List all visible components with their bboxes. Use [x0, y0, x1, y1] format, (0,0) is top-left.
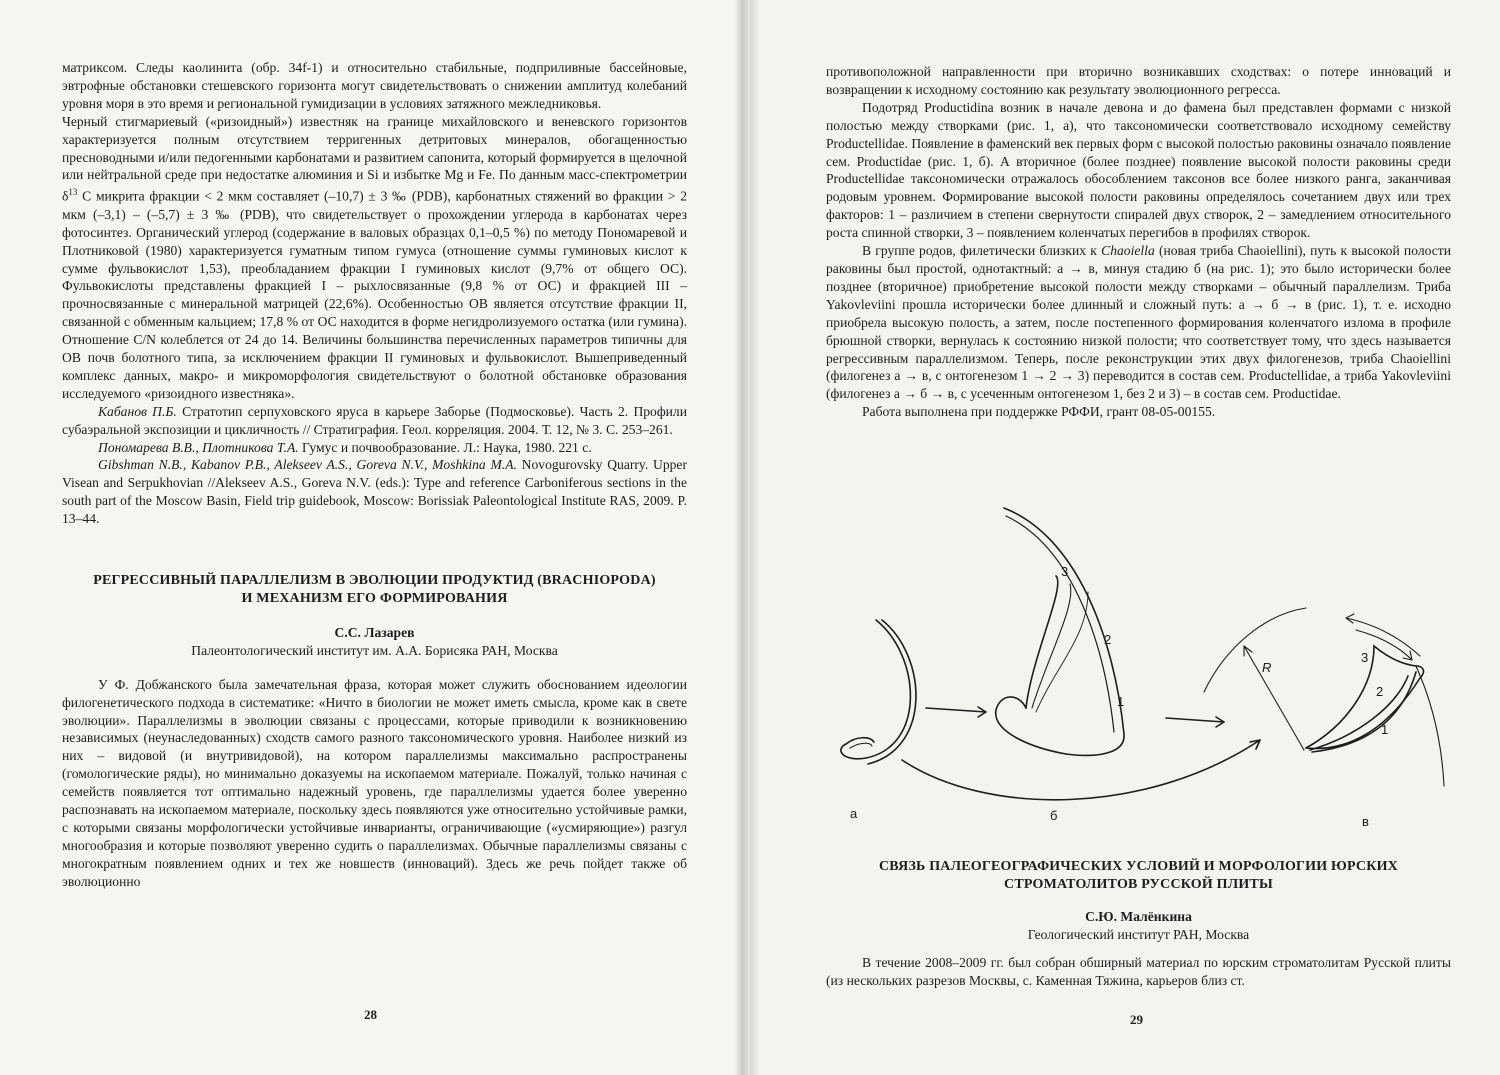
paragraph-1: противоположной направленности при вторично возникавших сходствах: о потере инноваций и возвращении к исходному состоянию как результату эволюционного регресса. [826, 64, 1451, 97]
reference-1 [62, 403, 687, 439]
profile-c-stage-2-label: 2 [1376, 684, 1384, 699]
radius-arc [1204, 608, 1306, 692]
shell-profile-a-dorsal [846, 738, 874, 744]
article-title-line1: РЕГРЕССИВНЫЙ ПАРАЛЛЕЛИЗМ В ЭВОЛЮЦИИ ПРОДУКТИД (BRACHIOPODA) [93, 573, 656, 589]
paragraph-text: В группе родов, филетически близких к [862, 243, 1102, 259]
shell-profile-b-dorsal [1026, 576, 1058, 708]
paragraph-text-cont: (новая триба Chaoiellini), путь к высокой полости раковины был простой, однотактный: а → в, минуя стадию б (на рис. 1); это было исторически более позднее (вторичное) приобретение высокой полости между створками – обычный параллелизм. Триба Yakovleviini прошла исторически более длинный и сложный путь: а → б → в (рис. 1), т. е. исходно приобрела высокую полость, а затем, после постепенного формирования коленчатого излома в профиле брюшной створки, вернулась к состоянию низкой полости; что соответствует тому, что здесь называется регрессивным параллелизмом. Теперь, после реконструкции этих двух филогенезов, триба Chaoiellini (филогенез а → в, с онтогенезом 1 → 2 → 3) переводится в состав сем. Productellidae, а триба Yakovleviini (филогенез а → б → в, с усеченным онтогенезом 1, без 2 и 3) – в состав сем. Productidae. [826, 243, 1451, 402]
paragraph-rhizoid-limestone [62, 113, 687, 403]
shell-profile-b-dorsal-inner [1032, 584, 1071, 708]
paragraph-text: Черный стигмариевый («ризоидный») известняк на границе михайловского и веневского горизонтов характеризуется полным отсутствием терригенных детритовых минералов, обогащенностью пресноводными и/или педогенными карбонатами и развитием сапонита, который формируется в щелочной или нейтральной среде при недостатке алюминия и Si и избытке Mg и Fe. По данным масс-спектрометрии δ [62, 113, 687, 204]
shell-profile-b-ventral [996, 697, 1066, 754]
article2-title-line2: СТРОМАТОЛИТОВ РУССКОЙ ПЛИТЫ [1004, 876, 1273, 892]
article-title-line2: И МЕХАНИЗМ ЕГО ФОРМИРОВАНИЯ [241, 591, 508, 606]
article-body: У Ф. Добжанского была замечательная фраза, которая может служить обоснованием идеологии филогенетического подхода в систематике: «Ничто в биологии не может иметь смысла, кроме как в свете эволюции». Параллелизмы в эволюции связаны с процессами, которые приводили к возникновению независимых (неунаследованных) сходств самого разного таксономического уровня. Наиболее низкий из них – видовой (и внутривидовой), на котором параллелизмы максимально распространены (гомологические ряды), но минимально доказуемы на ископаемом материале. Пожалуй, только начиная с семейств появляется тот оптимально надежный уровень, где параллелизмы удается более уверенно распознавать на ископаемом материале, поскольку здесь появляются уже относительно устойчивые рамки, с которыми связаны морфологически устойчивые инварианты, ограничивающие («усмиряющие») разгул многообразия и которые позволяют уверенно судить о параллелизмах. Обычные параллелизмы связаны с многократным появлением одних и тех же новшеств (инноваций). Здесь же речь пойдет также об эволюционно [62, 676, 687, 889]
arrow-b-to-c [1166, 718, 1224, 722]
article2-institute: Геологический институт РАН, Москва [1027, 926, 1250, 942]
profile-stage-3-label: 3 [1061, 564, 1069, 579]
radius-label: R [1262, 660, 1272, 675]
second-article [826, 858, 1451, 989]
grant-note: Работа выполнена при поддержке РФФИ, грант 08-05-00155. [862, 404, 1216, 420]
profile-c-stage-3-label: 3 [1361, 650, 1369, 665]
shell-profile-b-inner [1006, 516, 1114, 732]
profile-stage-1-label: 1 [1117, 694, 1125, 709]
reference-authors: Кабанов П.Б. [98, 403, 177, 419]
reference-text: Стратотип серпуховского яруса в карьере Заборье (Подмосковье). Часть 2. Профили субаэральной экспозиции и цикличность // Стратиграфия. Геол. корреляция. 2004. Т. 12, № 3. С. 253–261. [62, 403, 687, 437]
book-spine-shadow-right [750, 0, 760, 1075]
paragraph-text-cont: С микрита фракции < 2 мкм составляет (–10,7) ± 3 ‰ (PDB), карбонатных стяжений во фракции > 2 мкм (–3,1) – (–5,7) ± 3 ‰ (PDB), что свидетельствует о прохождении углерода в карбонатах через фотосинтез. Органический углерод (содержание в валовых образцах 0,1–0,5 %) по методу Пономаревой и Плотниковой (1980) характеризуется гуматным типом гумуса (отношение суммы гуминовых кислот к сумме фульвокислот 1,53), преобладанием фракции I гуминовых кислот (9,7% от общего ОС). Фульвокислоты представлены фракцией I – рыхлосвязанные (9,8 % от ОС) и фракцией III – прочносвязанные с минеральной матрицей (22,6%). Особенностью ОВ является отсутствие фракции II, связанной с обменным кальцием; 17,8 % от ОС находится в форме негидролизуемого остатка (или гумина). Отношение C/N колеблется от 24 до 14. Величины большинства перечисленных параметров типичны для ОВ почв болотного типа, за исключением фракции II гуминовых и фульвокислот. Вышеприведенный комплекс данных, макро- и микроморфология свидетельствуют о болотной обстановке образования исследуемого «ризоидного известняка». [62, 188, 687, 401]
shell-profile-a-dorsal-inner [850, 743, 872, 748]
genus-name: Chaoiella [1101, 243, 1155, 259]
reference-3 [62, 456, 687, 528]
page-number-right: 29 [1130, 1012, 1143, 1027]
reference-authors: Пономарева В.В., Плотникова Т.А. [98, 439, 299, 455]
article-author: С.С. Лазарев [334, 624, 415, 640]
radius-line [1244, 646, 1304, 750]
shell-profile-c-1 [1312, 672, 1416, 752]
superscript: 13 [68, 187, 78, 198]
article2-author: С.Ю. Малёнкина [1085, 908, 1192, 924]
figure-label-v: в [1362, 814, 1369, 829]
reference-text: Гумус и почвообразование. Л.: Наука, 1980. 221 с. [298, 439, 592, 455]
intro-paragraph: матриксом. Следы каолинита (обр. 34f-1) и относительно стабильные, подприливные бассейновые, эвтрофные обстановки стешевского горизонта могут свидетельствовать о снижении амплитуд колебаний уровня моря в это время и региональной гумидизации в условиях затяжного межледниковья. [62, 60, 687, 111]
arrow-a-to-b [926, 708, 986, 712]
growth-arrow-upper [1346, 618, 1420, 656]
article-title [62, 572, 687, 608]
right-page-text [826, 63, 1451, 421]
reference-2 [62, 439, 687, 457]
radius-arc-right [1416, 666, 1444, 786]
article2-title-line1: СВЯЗЬ ПАЛЕОГЕОГРАФИЧЕСКИХ УСЛОВИЙ И МОРФОЛОГИИ ЮРСКИХ [878, 859, 1398, 874]
article-institute: Палеонтологический институт им. А.А. Борисяка РАН, Москва [191, 642, 558, 658]
left-page-text [62, 59, 687, 891]
article2-title [826, 858, 1451, 894]
profile-stage-2-label: 2 [1104, 632, 1112, 647]
book-spine-shadow [734, 0, 750, 1075]
profile-c-stage-1-label: 1 [1381, 722, 1389, 737]
figure-brachiopod-profiles [826, 496, 1450, 836]
paragraph-3 [826, 242, 1451, 403]
article2-body: В течение 2008–2009 гг. был собран обширный материал по юрским строматолитам Русской плиты (из нескольких разрезов Москвы, с. Каменная Тяжина, карьеров близ ст. [826, 954, 1451, 988]
figure-label-a: а [850, 806, 858, 821]
shell-profile-a-inner [868, 620, 916, 764]
reference-text: Novogurovsky Quarry. Upper Visean and Serpukhovian //Alekseev A.S., Goreva N.V. (eds.): Type and reference Carboniferous sections in the south part of the Moscow Basin, Field trip guidebook, Moscow: Borissiak Paleontological Institute RAS, 2009. P. 13–44. [62, 457, 687, 527]
page-number-left: 28 [364, 1007, 377, 1022]
reference-authors: Gibshman N.B., Kabanov P.B., Alekseev A.S., Goreva N.V., Moshkina M.A. [98, 457, 517, 473]
figure-label-b: б [1050, 808, 1058, 823]
paragraph-2: Подотряд Productidina возник в начале девона и до фамена был представлен формами с низкой полостью между створками (рис. 1, а), что таксономически соответствовало исходному семейству Productellidae. Появление в фаменский век первых форм с высокой полостью раковины означало появление сем. Productidae (рис. 1, б). А вторичное (более позднее) появление высокой полости раковины среди Productellidae таксономически отражалось обособлением таксонов все более низкого ранга, заканчивая родовым уровнем. Формирование высокой полости раковины определялось сочетанием двух или трех факторов: 1 – различием в степени свернутости спиралей двух створок, 2 – замедлением относительного роста спинной створки, 3 – появлением коленчатых перегибов в профилях створок. [826, 99, 1451, 241]
arrow-a-to-c [902, 740, 1260, 800]
